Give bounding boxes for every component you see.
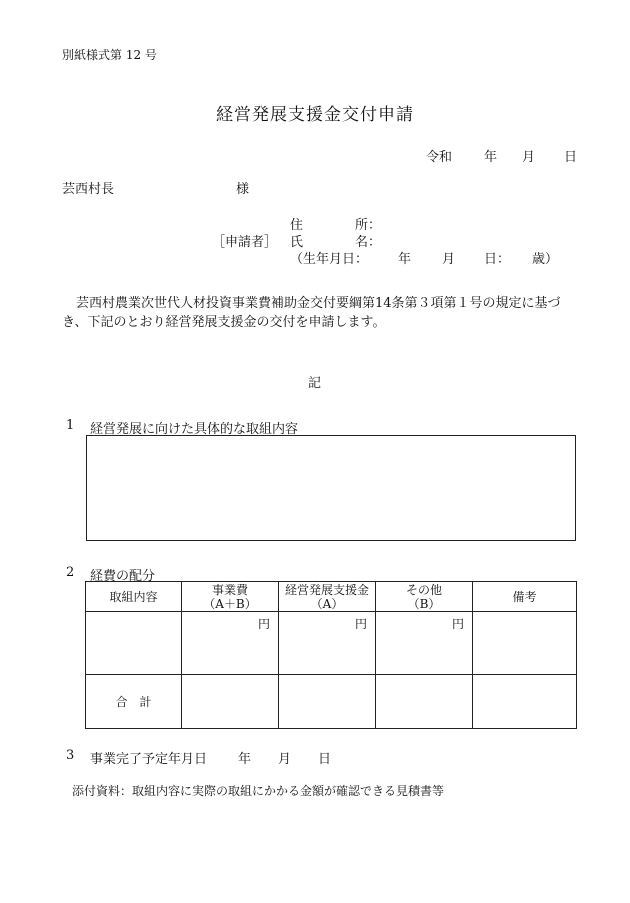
header-shienkin-line1: 経営発展支援金 <box>284 582 369 597</box>
date-month: 月 <box>522 150 536 165</box>
table-row <box>86 612 577 675</box>
cell-torikumi[interactable] <box>86 612 182 675</box>
section3-year: 年 <box>238 752 252 767</box>
applicant-bracket-label: ［申請者］ <box>212 235 278 250</box>
header-bikou: 備考 <box>473 582 577 612</box>
applicant-birth-year: 年 <box>398 252 412 267</box>
applicant-name-label: 氏 名： <box>290 235 382 250</box>
table-header-row <box>86 582 577 612</box>
applicant-birth-day: 日： <box>484 252 511 267</box>
addressee-name: 芸西村長 <box>62 182 115 197</box>
section2-heading: 経費の配分 <box>90 569 156 584</box>
cell-jigyouhi-yen[interactable]: 円 <box>182 612 279 675</box>
addressee-honorific: 様 <box>236 182 250 197</box>
header-jigyouhi-line2: （A＋B） <box>203 596 257 611</box>
section1-heading: 経営発展に向けた具体的な取組内容 <box>90 422 299 437</box>
expense-allocation-table <box>85 581 577 729</box>
section1-number: 1 <box>66 418 75 433</box>
applicant-address-label: 住 所： <box>290 218 382 233</box>
ki-marker: 記 <box>308 376 322 391</box>
section2-number: 2 <box>66 565 75 580</box>
date-era: 令和 <box>426 150 453 165</box>
header-jigyouhi-line1: 事業費 <box>211 582 248 597</box>
date-day: 日 <box>564 150 578 165</box>
header-torikumi: 取組内容 <box>86 582 182 612</box>
section3-number: 3 <box>66 748 75 763</box>
total-sonota[interactable] <box>376 675 473 729</box>
section1-content-box[interactable] <box>86 435 576 541</box>
total-jigyouhi[interactable] <box>182 675 279 729</box>
date-year: 年 <box>484 150 498 165</box>
header-jigyouhi <box>182 582 279 612</box>
applicant-birth-age: 歳） <box>532 252 559 267</box>
total-bikou[interactable] <box>473 675 577 729</box>
body-text-line-1: 芸西村農業次世代人材投資事業費補助金交付要綱第14条第３項第１号の規定に基づ <box>76 296 561 311</box>
header-sonota-line2: （B） <box>407 596 441 611</box>
total-label: 合 計 <box>86 675 182 729</box>
form-number: 別紙様式第 12 号 <box>62 48 157 62</box>
applicant-birth-prefix: （生年月日： <box>290 252 369 267</box>
page-title: 経営発展支援金交付申請 <box>216 105 414 125</box>
cell-sonota-yen[interactable]: 円 <box>376 612 473 675</box>
header-sonota <box>376 582 473 612</box>
applicant-birth-month: 月 <box>442 252 456 267</box>
header-shienkin-line2: （A） <box>310 596 344 611</box>
section3-month: 月 <box>278 752 292 767</box>
section3-heading: 事業完了予定年月日 <box>90 752 208 767</box>
table-total-row <box>86 675 577 729</box>
section3-day: 日 <box>318 752 332 767</box>
attachment-note: 添付資料：取組内容に実際の取組にかかる金額が確認できる見積書等 <box>72 784 445 798</box>
header-shienkin <box>279 582 376 612</box>
total-shienkin[interactable] <box>279 675 376 729</box>
body-text-line-2: き、下記のとおり経営発展支援金の交付を申請します。 <box>62 315 386 330</box>
cell-shienkin-yen[interactable]: 円 <box>279 612 376 675</box>
cell-bikou[interactable] <box>473 612 577 675</box>
header-sonota-line1: その他 <box>405 582 442 597</box>
